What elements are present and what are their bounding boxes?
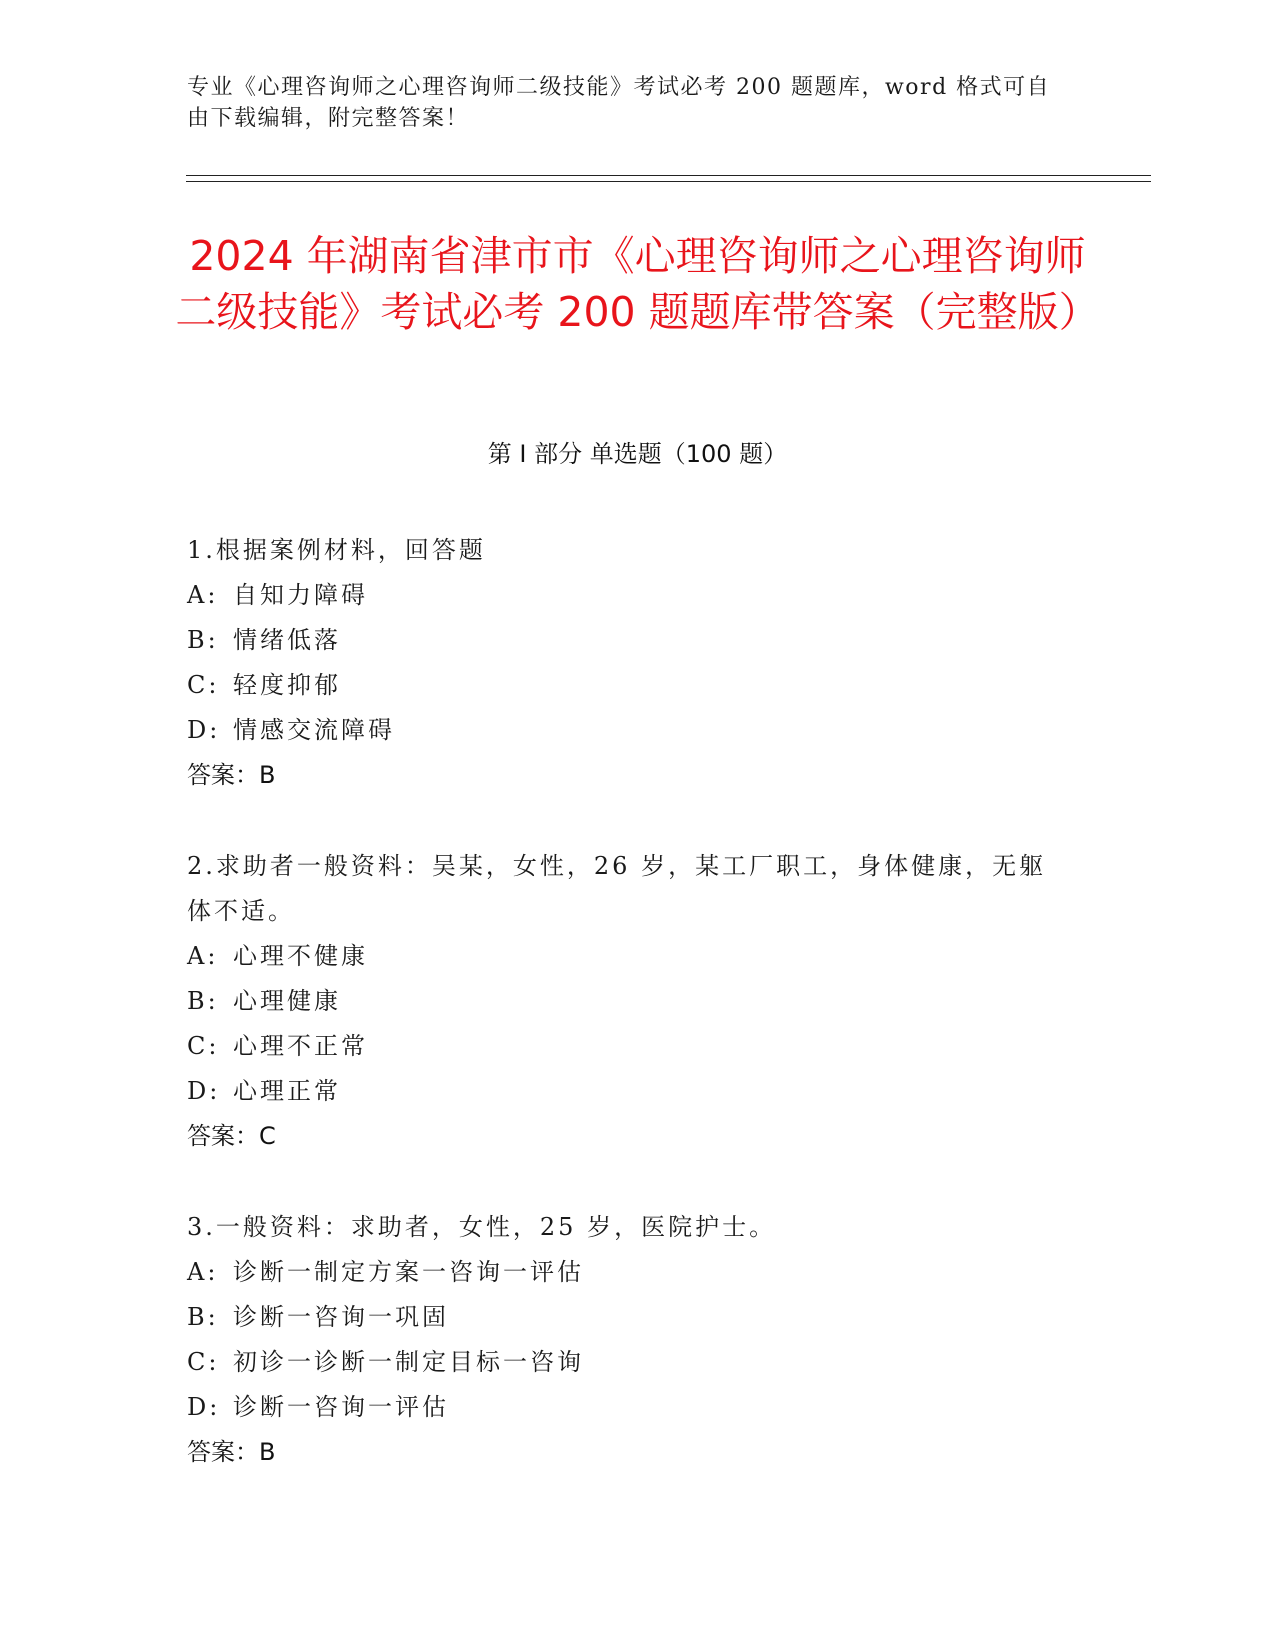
question-3 [187,1205,1067,1475]
question-stem: 1.根据案例材料，回答题 [187,536,486,564]
header-note: 专业《心理咨询师之心理咨询师二级技能》考试必考 200 题题库，word 格式可自由下载编辑，附完整答案！ [187,75,1051,131]
option-c [187,1024,1067,1069]
header-rule-top [186,175,1151,176]
question-stem: 3.一般资料：求助者，女性，25 岁，医院护士。 [187,1213,777,1241]
question-stem: 2.求助者一般资料：吴某，女性，26 岁，某工厂职工，身体健康，无躯体不适。 [187,852,1047,925]
option-letter: A: [187,1258,219,1286]
option-letter: C: [187,671,220,699]
answer-label: 答案：B [187,761,276,789]
option-text: 自知力障碍 [233,581,368,609]
option-text: 诊断一咨询一巩固 [233,1303,449,1331]
option-letter: C: [187,1032,220,1060]
option-text: 心理不健康 [233,942,368,970]
section-title: 第 I 部分 单选题（100 题） [487,440,788,468]
option-letter: A: [187,581,219,609]
option-text: 情绪低落 [233,626,341,654]
option-d [187,708,1067,753]
option-d [187,1069,1067,1114]
option-text: 情感交流障碍 [233,716,395,744]
option-text: 诊断一制定方案一咨询一评估 [233,1258,584,1286]
question-2 [187,844,1067,1159]
question-list [187,528,1067,1521]
option-letter: B: [187,626,219,654]
document-title: 2024 年湖南省津市市《心理咨询师之心理咨询师二级技能》考试必考 200 题题库带答案（完整版） [175,232,1100,336]
option-b [187,979,1067,1024]
header-rule-bottom [186,181,1151,182]
option-text: 心理正常 [233,1077,341,1105]
answer-label: 答案：B [187,1438,276,1466]
option-b [187,1295,1067,1340]
option-letter: D: [187,716,221,744]
option-letter: D: [187,1077,221,1105]
option-c [187,1340,1067,1385]
option-letter: B: [187,1303,219,1331]
option-b [187,618,1067,663]
option-text: 诊断一咨询一评估 [233,1393,449,1421]
option-text: 初诊一诊断一制定目标一咨询 [233,1348,584,1376]
option-d [187,1385,1067,1430]
option-letter: B: [187,987,219,1015]
option-text: 轻度抑郁 [233,671,341,699]
option-letter: D: [187,1393,221,1421]
option-a [187,1250,1067,1295]
option-letter: A: [187,942,219,970]
option-text: 心理健康 [233,987,341,1015]
option-text: 心理不正常 [233,1032,368,1060]
option-a [187,573,1067,618]
option-a [187,934,1067,979]
answer-label: 答案：C [187,1122,276,1150]
question-1 [187,528,1067,798]
option-letter: C: [187,1348,220,1376]
option-c [187,663,1067,708]
